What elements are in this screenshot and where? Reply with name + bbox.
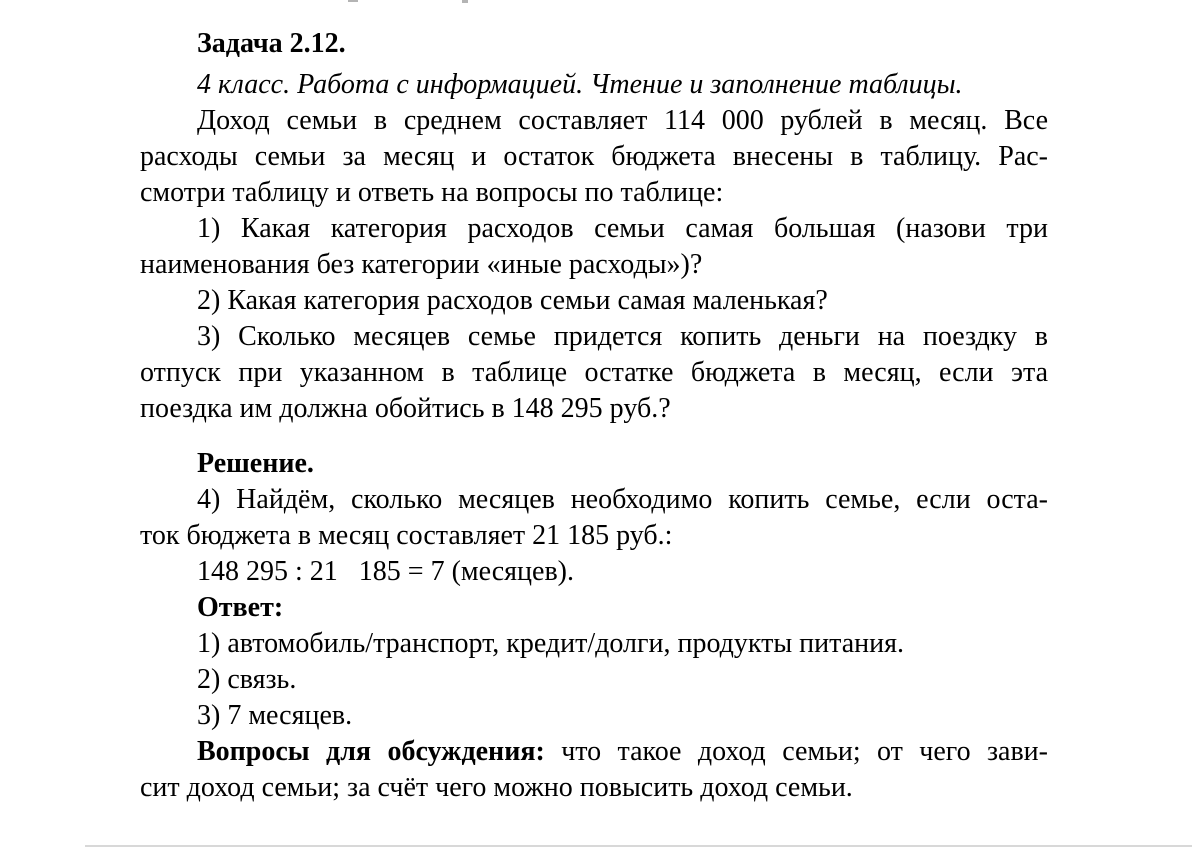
question-1-line-2: наименования без категории «иные расходы»)? xyxy=(140,249,703,280)
answer-heading: Ответ: xyxy=(197,592,284,623)
discussion-line-1 xyxy=(140,734,1048,770)
scan-line-bottom xyxy=(85,845,1192,847)
question-1-line-1: 1) Какая категория расходов семьи самая большая (назови три xyxy=(197,213,1048,244)
question-3-line-1: 3) Сколько месяцев семье придется копить деньги на поездку в xyxy=(197,321,1048,352)
question-3-line-3: поездка им должна обойтись в 148 295 руб.? xyxy=(140,393,671,424)
discussion-heading: Вопросы для обсуждения: xyxy=(197,736,545,767)
task-title: Задача 2.12. xyxy=(197,28,346,59)
intro-line-3: смотри таблицу и ответь на вопросы по таблице: xyxy=(140,177,724,208)
intro-line-2: расходы семьи за месяц и остаток бюджета внесены в таблицу. Рас- xyxy=(140,141,1048,172)
question-2-line-1: 2) Какая категория расходов семьи самая маленькая? xyxy=(197,285,828,316)
scan-artifact-top-2 xyxy=(462,0,468,3)
intro-line-1: Доход семьи в среднем составляет 114 000 рублей в месяц. Все xyxy=(197,105,1048,136)
solution-line-1: 4) Найдём, сколько месяцев необходимо копить семье, если оста- xyxy=(197,484,1048,515)
calculation-line: 148 295 : 21 185 = 7 (месяцев). xyxy=(197,556,575,587)
solution-heading: Решение. xyxy=(197,448,314,479)
discussion-rest-line-1: что такое доход семьи; от чего зави- xyxy=(544,736,1048,767)
answer-line-1: 1) автомобиль/транспорт, кредит/долги, продукты питания. xyxy=(197,628,904,659)
scan-artifact-top-1 xyxy=(348,0,358,2)
answer-line-2: 2) связь. xyxy=(197,664,297,695)
solution-line-2: ток бюджета в месяц составляет 21 185 руб.: xyxy=(140,520,673,551)
discussion-line-2: сит доход семьи; за счёт чего можно повысить доход семьи. xyxy=(140,772,853,803)
task-subtitle: 4 класс. Работа с информацией. Чтение и заполнение таблицы. xyxy=(197,69,963,100)
question-3-line-2: отпуск при указанном в таблице остатке бюджета в месяц, если эта xyxy=(140,357,1048,388)
answer-line-3: 3) 7 месяцев. xyxy=(197,700,353,731)
task-text-block xyxy=(140,26,1048,806)
